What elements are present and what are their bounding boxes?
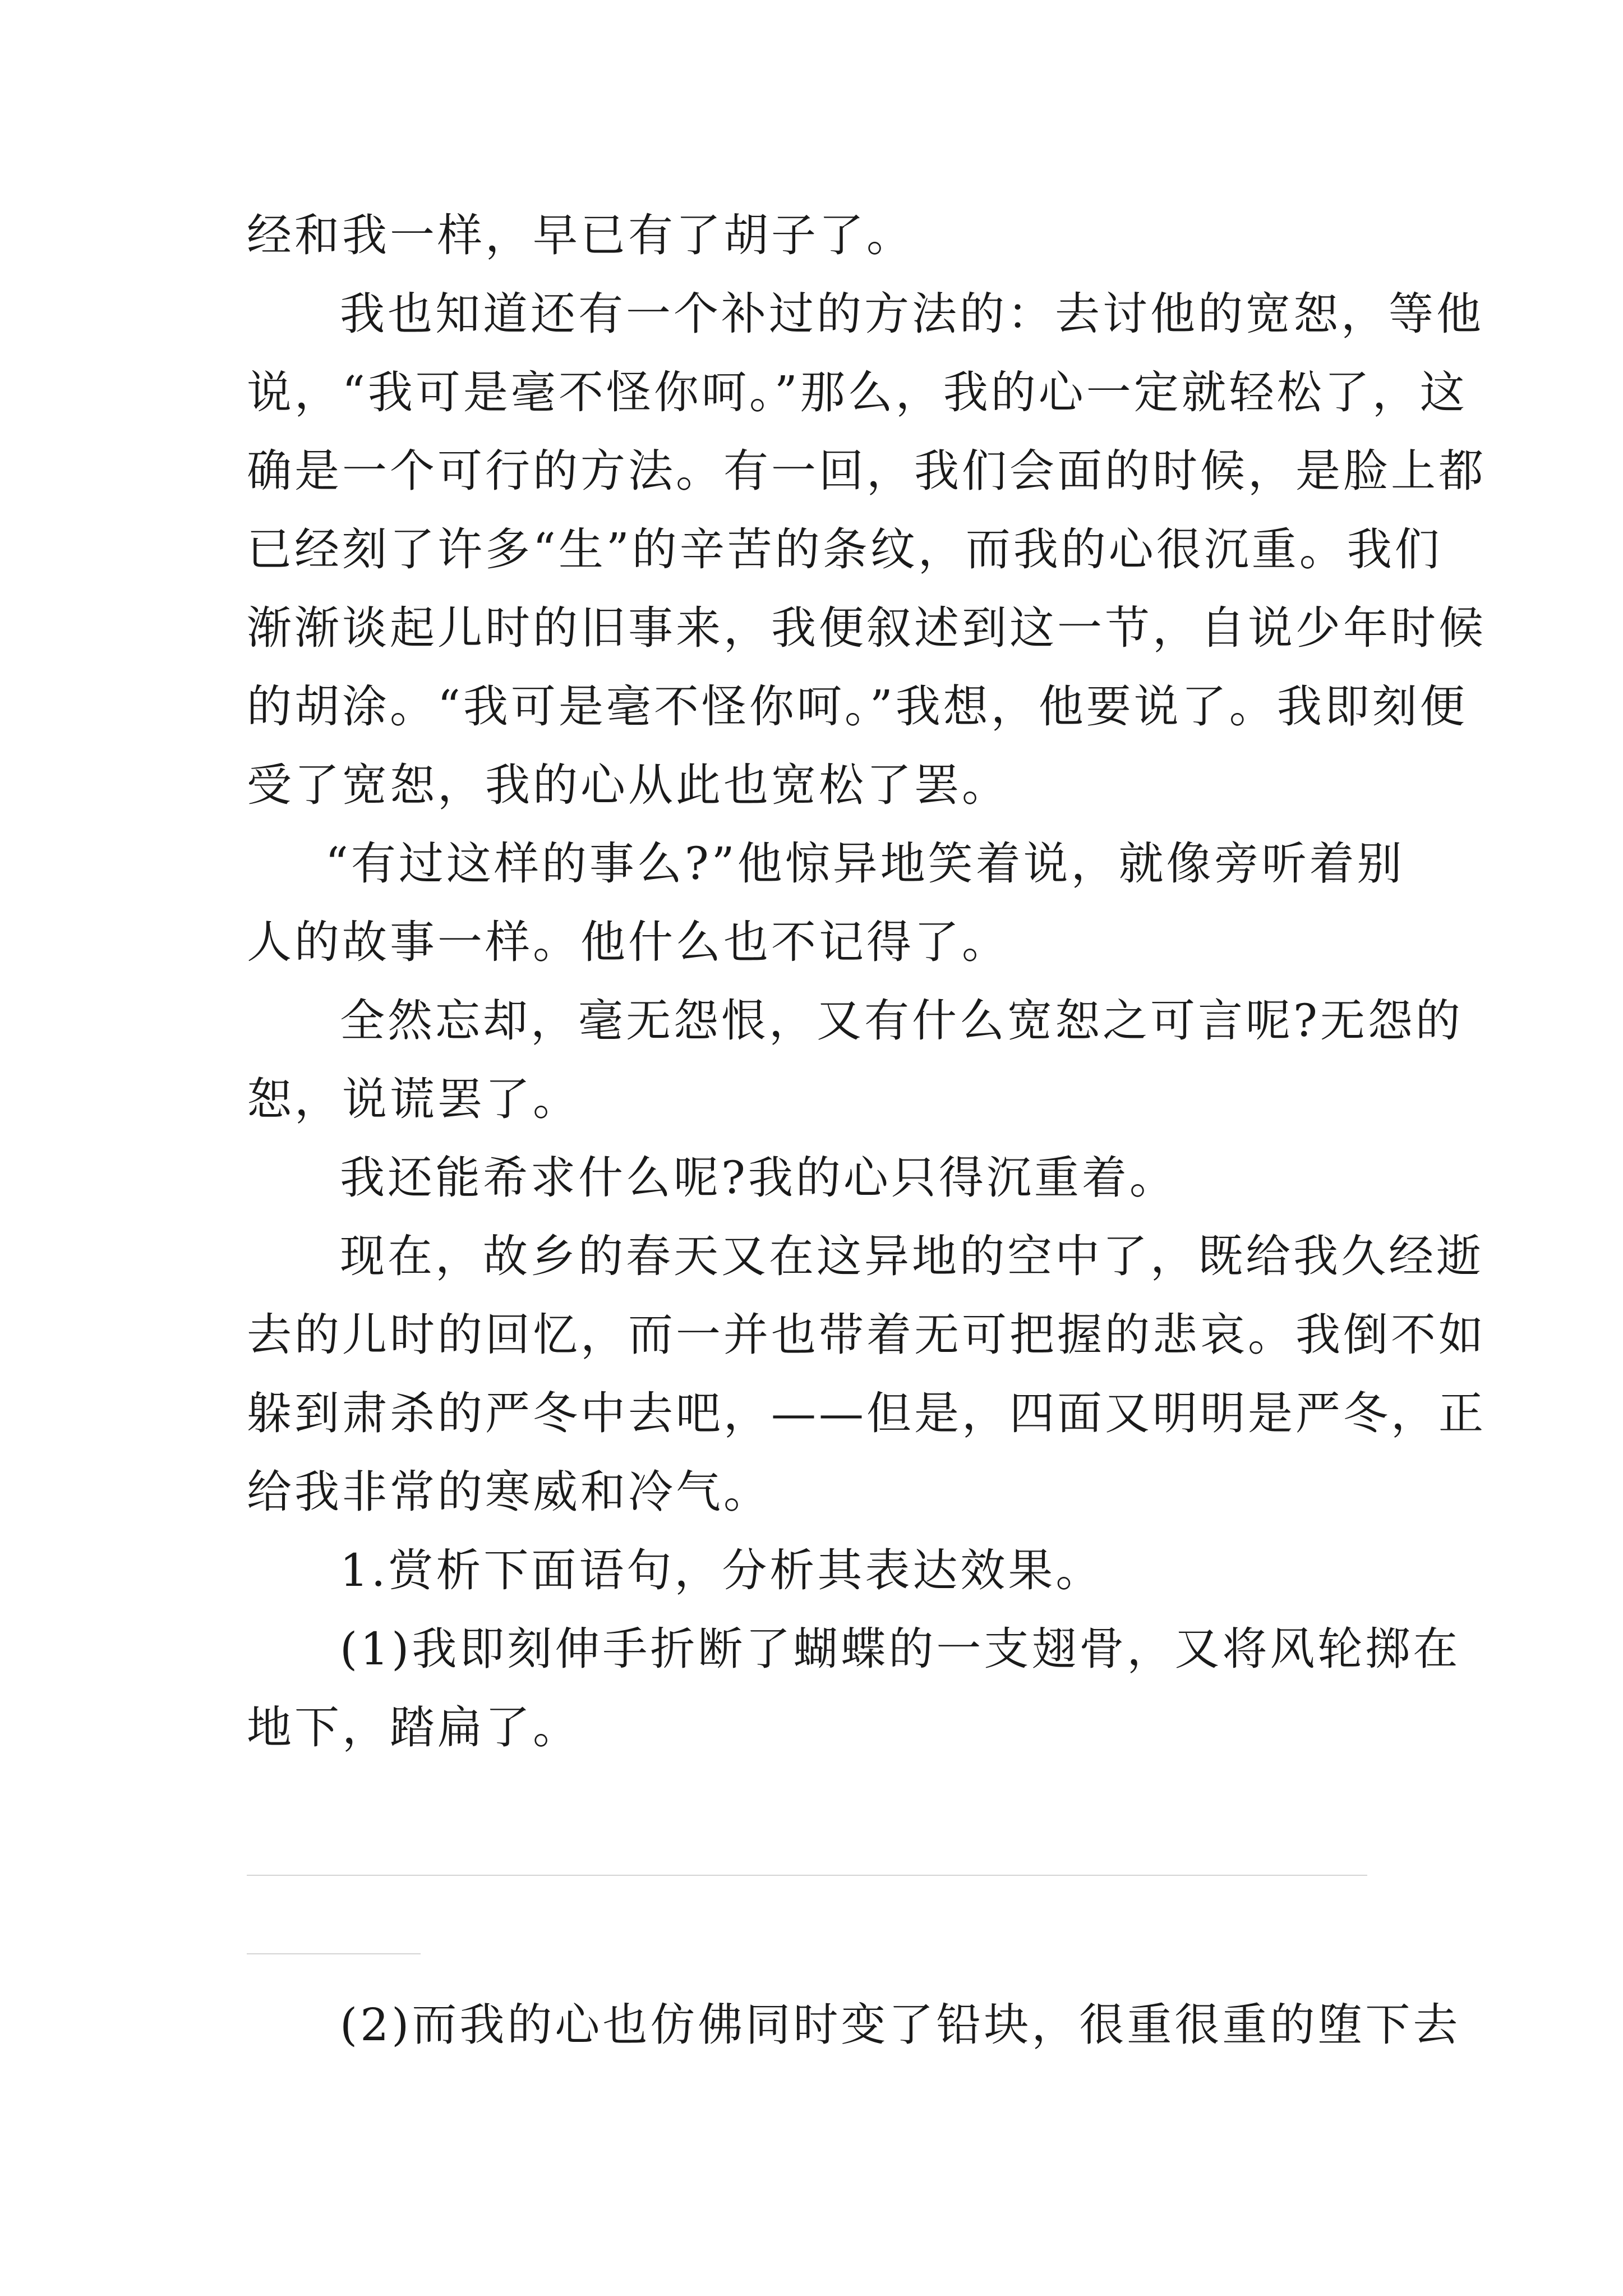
text-line-7: 的胡涂。“我可是毫不怪你呵。”我想，他要说了。我即刻便 [247,680,1468,733]
text-line-17: 给我非常的寒威和冷气。 [247,1466,771,1518]
text-line-5: 已经刻了许多“生”的辛苦的条纹，而我的心很沉重。我们 [247,523,1442,576]
text-line-1: 经和我一样，早已有了胡子了。 [247,209,914,261]
answer-rule-short [247,1953,421,1954]
text-line-9: “有过这样的事么?”他惊异地笑着说，就像旁听着别 [325,838,1405,890]
text-line-14: 现在，故乡的春天又在这异地的空中了，既给我久经逝 [340,1230,1484,1282]
question-item-1-cont: 地下，踏扁了。 [247,1701,580,1754]
text-line-13: 我还能希求什么呢?我的心只得沉重着。 [340,1152,1177,1204]
question-item-1: (1)我即刻伸手折断了蝴蝶的一支翅骨，又将风轮掷在 [340,1623,1461,1675]
text-line-12: 恕，说谎罢了。 [247,1073,580,1125]
text-line-2: 我也知道还有一个补过的方法的：去讨他的宽恕，等他 [340,288,1484,340]
text-line-3: 说，“我可是毫不怪你呵。”那么，我的心一定就轻松了，这 [247,366,1468,418]
text-line-4: 确是一个可行的方法。有一回，我们会面的时候，是脸上都 [247,445,1486,497]
answer-rule-long [247,1875,1367,1876]
text-line-10: 人的故事一样。他什么也不记得了。 [247,916,1009,968]
text-line-8: 受了宽恕，我的心从此也宽松了罢。 [247,759,1009,811]
text-line-16: 躲到肃杀的严冬中去吧，——但是，四面又明明是严冬，正 [247,1387,1486,1439]
text-line-6: 渐渐谈起儿时的旧事来，我便叙述到这一节，自说少年时候 [247,602,1486,654]
text-line-11: 全然忘却，毫无怨恨，又有什么宽恕之可言呢?无怨的 [340,995,1463,1047]
text-line-15: 去的儿时的回忆，而一并也带着无可把握的悲哀。我倒不如 [247,1309,1486,1361]
question-heading: 1.赏析下面语句，分析其表达效果。 [340,1544,1104,1596]
question-item-2: (2)而我的心也仿佛同时变了铅块，很重很重的堕下去 [340,1999,1461,2051]
